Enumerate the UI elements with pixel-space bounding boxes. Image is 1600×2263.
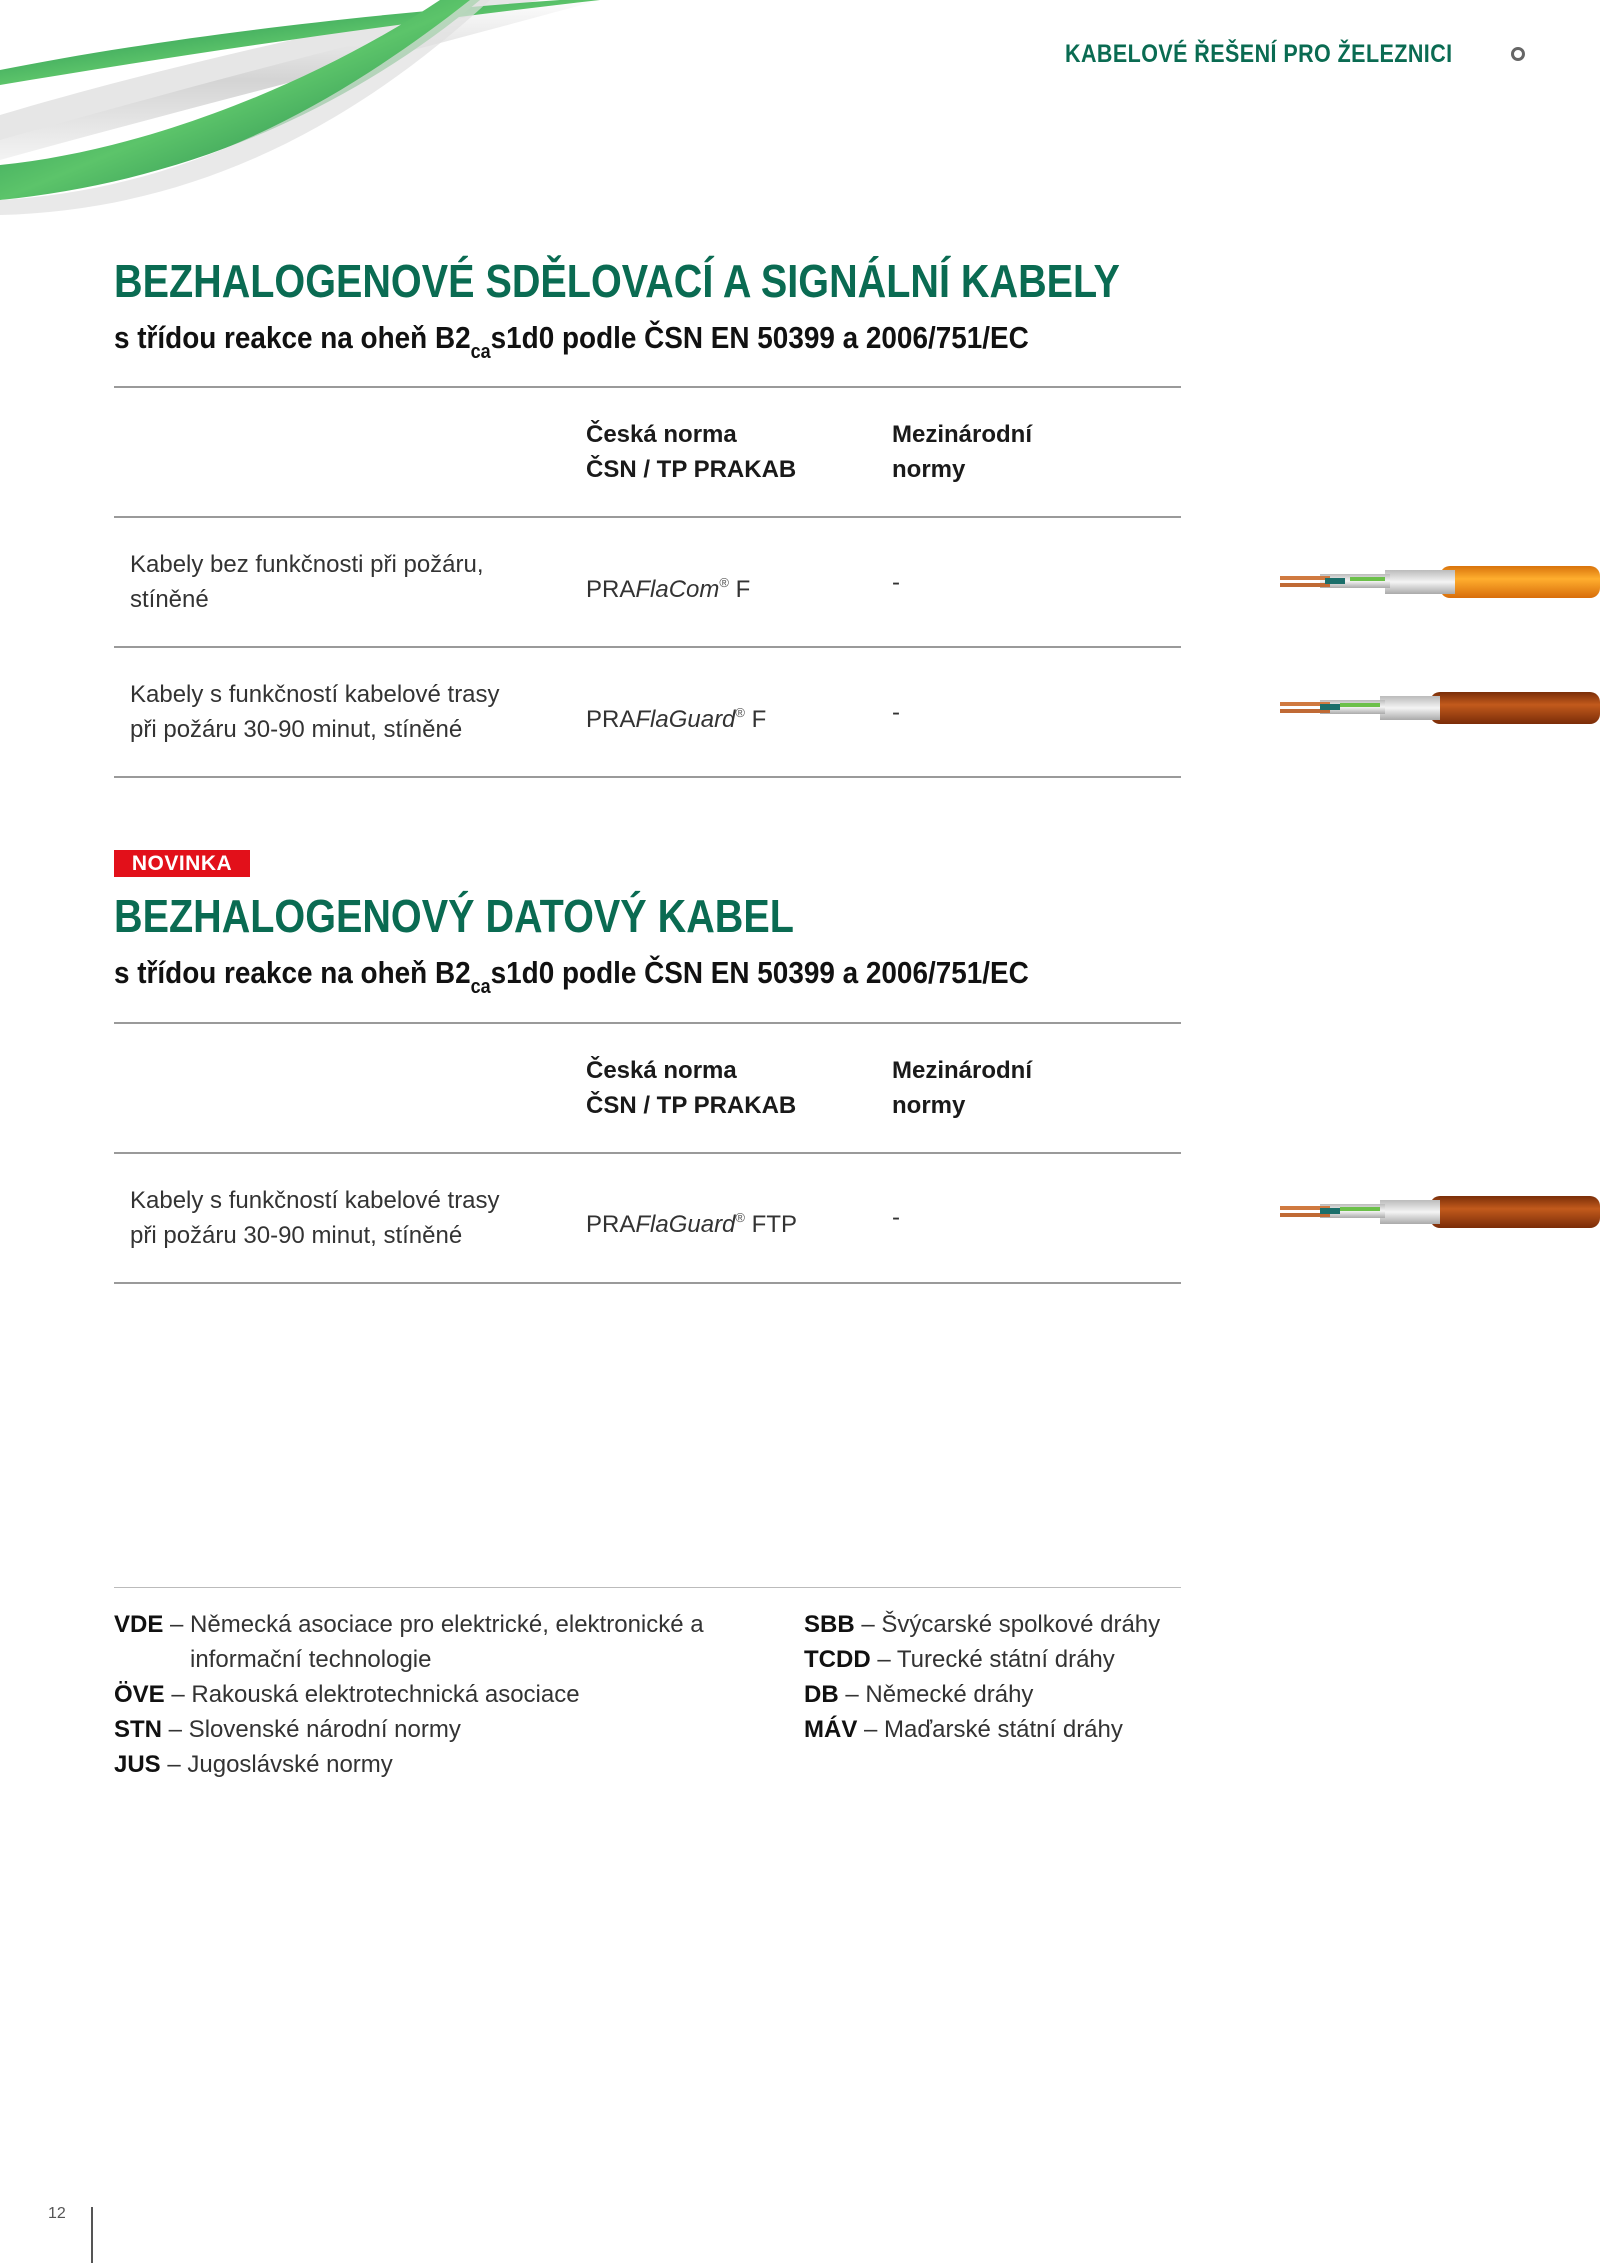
cable-brown-ftp-image (1280, 1196, 1600, 1228)
bullet-circle-icon (1511, 47, 1525, 61)
legend-left (114, 1607, 704, 1782)
divider (114, 1022, 1181, 1024)
legend-item: STN – Slovenské národní normy (114, 1716, 461, 1743)
divider (114, 1587, 1181, 1588)
footer-divider (91, 2207, 93, 2263)
legend-item: JUS – Jugoslávské normy (114, 1751, 393, 1778)
legend-right (804, 1607, 1160, 1747)
legend-item: TCDD – Turecké státní dráhy (804, 1646, 1115, 1673)
legend-item: SBB – Švýcarské spolkové dráhy (804, 1611, 1161, 1638)
row-description: Kabely bez funkčnosti při požáru, stíněné (130, 551, 484, 613)
col-header-international: Mezinárodní normy (892, 421, 1033, 483)
row-description: Kabely s funkčností kabelové trasy při požáru 30-90 minut, stíněné (130, 681, 500, 743)
section2-subtitle: s třídou reakce na oheň $B2_{ca}s1d0$ podle ČSN EN 50399 a 2006/751/EC (114, 955, 1029, 998)
col-header-czech: Česká norma ČSN / TP PRAKAB (586, 1057, 797, 1119)
row-description: Kabely s funkčností kabelové trasy při požáru 30-90 minut, stíněné (130, 1187, 500, 1249)
divider (114, 386, 1181, 388)
row-international: - (892, 1204, 900, 1231)
section-header-title: KABELOVÉ ŘEŠENÍ PRO ŽELEZNICI (1065, 40, 1453, 68)
new-badge: NOVINKA (114, 850, 250, 877)
row-product: PRAFlaGuard® FTP (586, 1210, 797, 1238)
section1-subtitle: s třídou reakce na oheň $B2_{ca}s1d0$ podle ČSN EN 50399 a 2006/751/EC (114, 320, 1029, 363)
col-header-czech: Česká norma ČSN / TP PRAKAB (586, 421, 797, 483)
cable-images (1240, 540, 1600, 1260)
legend-item: MÁV – Maďarské státní dráhy (804, 1716, 1123, 1743)
row-product: PRAFlaGuard® F (586, 705, 767, 733)
page-number: 12 (48, 2205, 66, 2222)
row-international: - (892, 569, 900, 596)
cable-brown-image (1280, 692, 1600, 724)
divider (114, 646, 1181, 648)
section1-title: BEZHALOGENOVÉ SDĚLOVACÍ A SIGNÁLNÍ KABELY (114, 255, 1120, 307)
divider (114, 516, 1181, 518)
col-header-international: Mezinárodní normy (892, 1057, 1033, 1119)
row-product: PRAFlaCom® F (586, 575, 751, 603)
legend-item: ÖVE – Rakouská elektrotechnická asociace (114, 1681, 580, 1708)
legend-item: DB – Německé dráhy (804, 1681, 1034, 1708)
legend-item-cont: informační technologie (190, 1646, 432, 1673)
legend-item: VDE – Německá asociace pro elektrické, elektronické a (114, 1611, 704, 1638)
divider (114, 776, 1181, 778)
cable-swoosh-decoration (0, 0, 900, 220)
divider (114, 1282, 1181, 1284)
divider (114, 1152, 1181, 1154)
row-international: - (892, 699, 900, 726)
section2-title: BEZHALOGENOVÝ DATOVÝ KABEL (114, 890, 794, 942)
cable-orange-image (1280, 566, 1600, 598)
